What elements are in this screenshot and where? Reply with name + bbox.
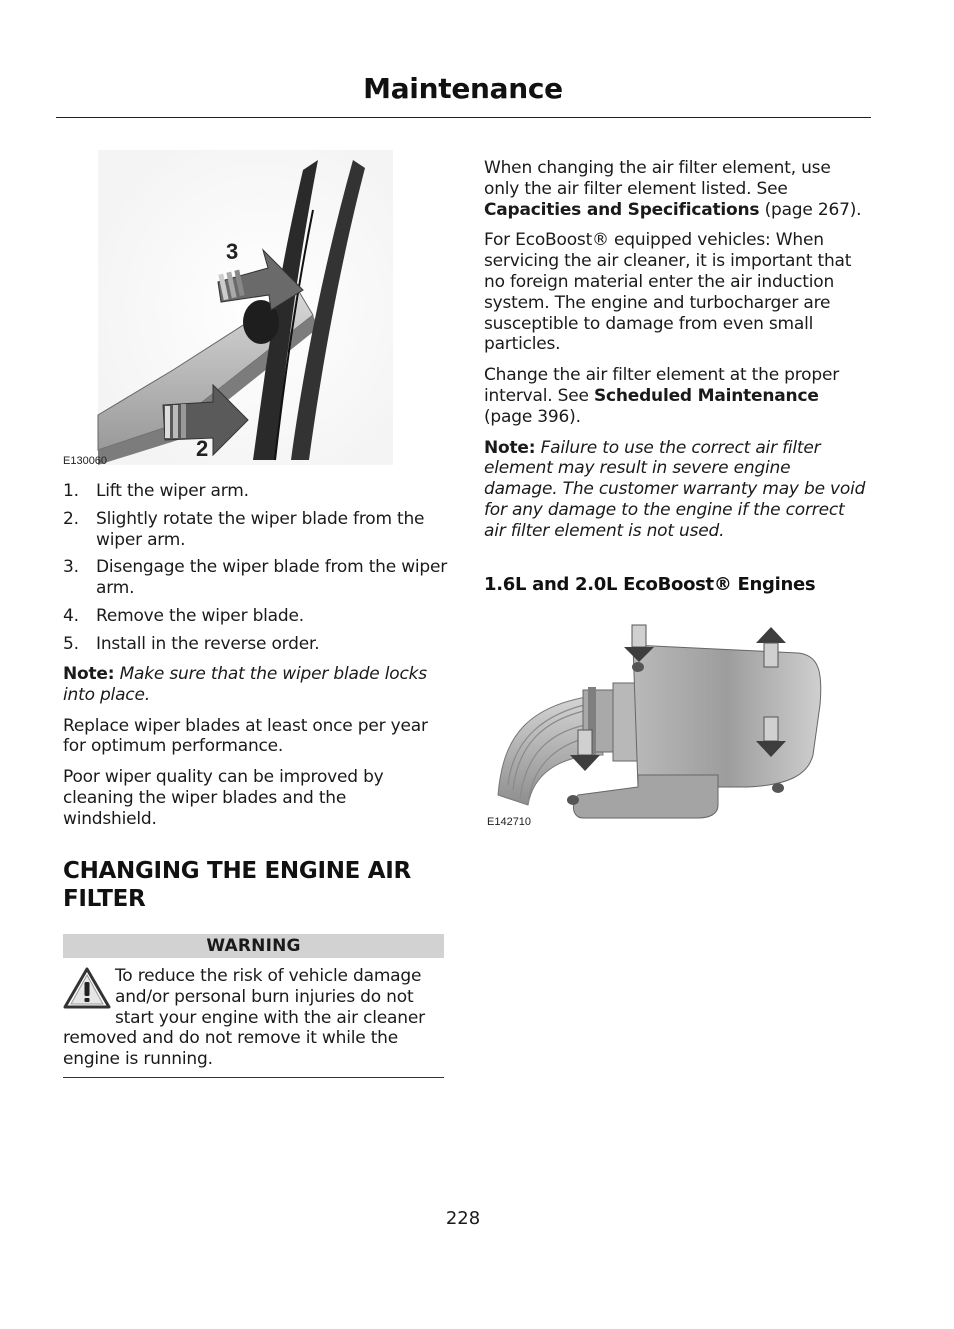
note-filter: Note: Failure to use the correct air filter element may result in severe engine damage. The customer warranty may be void for any damage to the engine if the correct air filter element is not used. bbox=[484, 437, 866, 541]
cross-reference: Scheduled Maintenance bbox=[593, 385, 819, 406]
subsection-heading: 1.6L and 2.0L EcoBoost® Engines bbox=[484, 574, 816, 595]
list-item: 4. Remove the wiper blade. bbox=[63, 605, 304, 626]
warning-header: WARNING bbox=[63, 934, 444, 958]
paragraph: For EcoBoost® equipped vehicles: When servicing the air cleaner, it is important that no foreign material enter the air induction system. The engine and turbocharger are susceptible to damage from even small particles. bbox=[484, 230, 852, 355]
callout-2: 2 bbox=[196, 436, 209, 461]
figure-code: E130060 bbox=[63, 455, 108, 467]
warning-divider bbox=[63, 1077, 444, 1078]
wiper-removal-illustration bbox=[63, 150, 393, 470]
list-item: 5. Install in the reverse order. bbox=[63, 633, 320, 654]
list-item: 2. Slightly rotate the wiper blade from the wiper arm. bbox=[63, 508, 425, 550]
air-filter-housing-illustration bbox=[488, 615, 833, 820]
list-item: 1. Lift the wiper arm. bbox=[63, 481, 249, 501]
page-number: 228 bbox=[445, 1208, 481, 1229]
figure-code: E142710 bbox=[487, 816, 532, 828]
title-divider bbox=[56, 117, 871, 118]
paragraph: Replace wiper blades at least once per year for optimum performance. bbox=[63, 715, 428, 757]
paragraph: Poor wiper quality can be improved by cleaning the wiper blades and the windshield. bbox=[63, 767, 384, 829]
steps-list bbox=[63, 481, 448, 662]
left-notes bbox=[63, 664, 444, 830]
cross-reference: Capacities and Specifications bbox=[484, 199, 760, 220]
paragraph: Change the air filter element at the proper interval. See Scheduled Maintenance (page 396). bbox=[484, 365, 840, 427]
wiper-figure bbox=[63, 150, 393, 470]
callout-3: 3 bbox=[226, 239, 239, 264]
page-title: Maintenance bbox=[363, 72, 563, 105]
right-column bbox=[484, 158, 866, 542]
warning-triangle-icon bbox=[63, 966, 111, 1010]
paragraph: When changing the air filter element, use only the air filter element listed. See Capacities and Specifications (page 267). bbox=[484, 158, 862, 220]
section-heading: CHANGING THE ENGINE AIR FILTER bbox=[63, 858, 411, 912]
list-item: 3. Disengage the wiper blade from the wiper arm. bbox=[63, 557, 448, 599]
note-wiper: Note: Make sure that the wiper blade locks into place. bbox=[63, 664, 427, 705]
warning-text-block bbox=[63, 966, 448, 1070]
warning-text: To reduce the risk of vehicle damage and/or personal burn injuries do not start your engine with the air cleaner removed and do not remove it while the engine is running. bbox=[63, 966, 425, 1070]
air-filter-figure bbox=[488, 615, 833, 820]
